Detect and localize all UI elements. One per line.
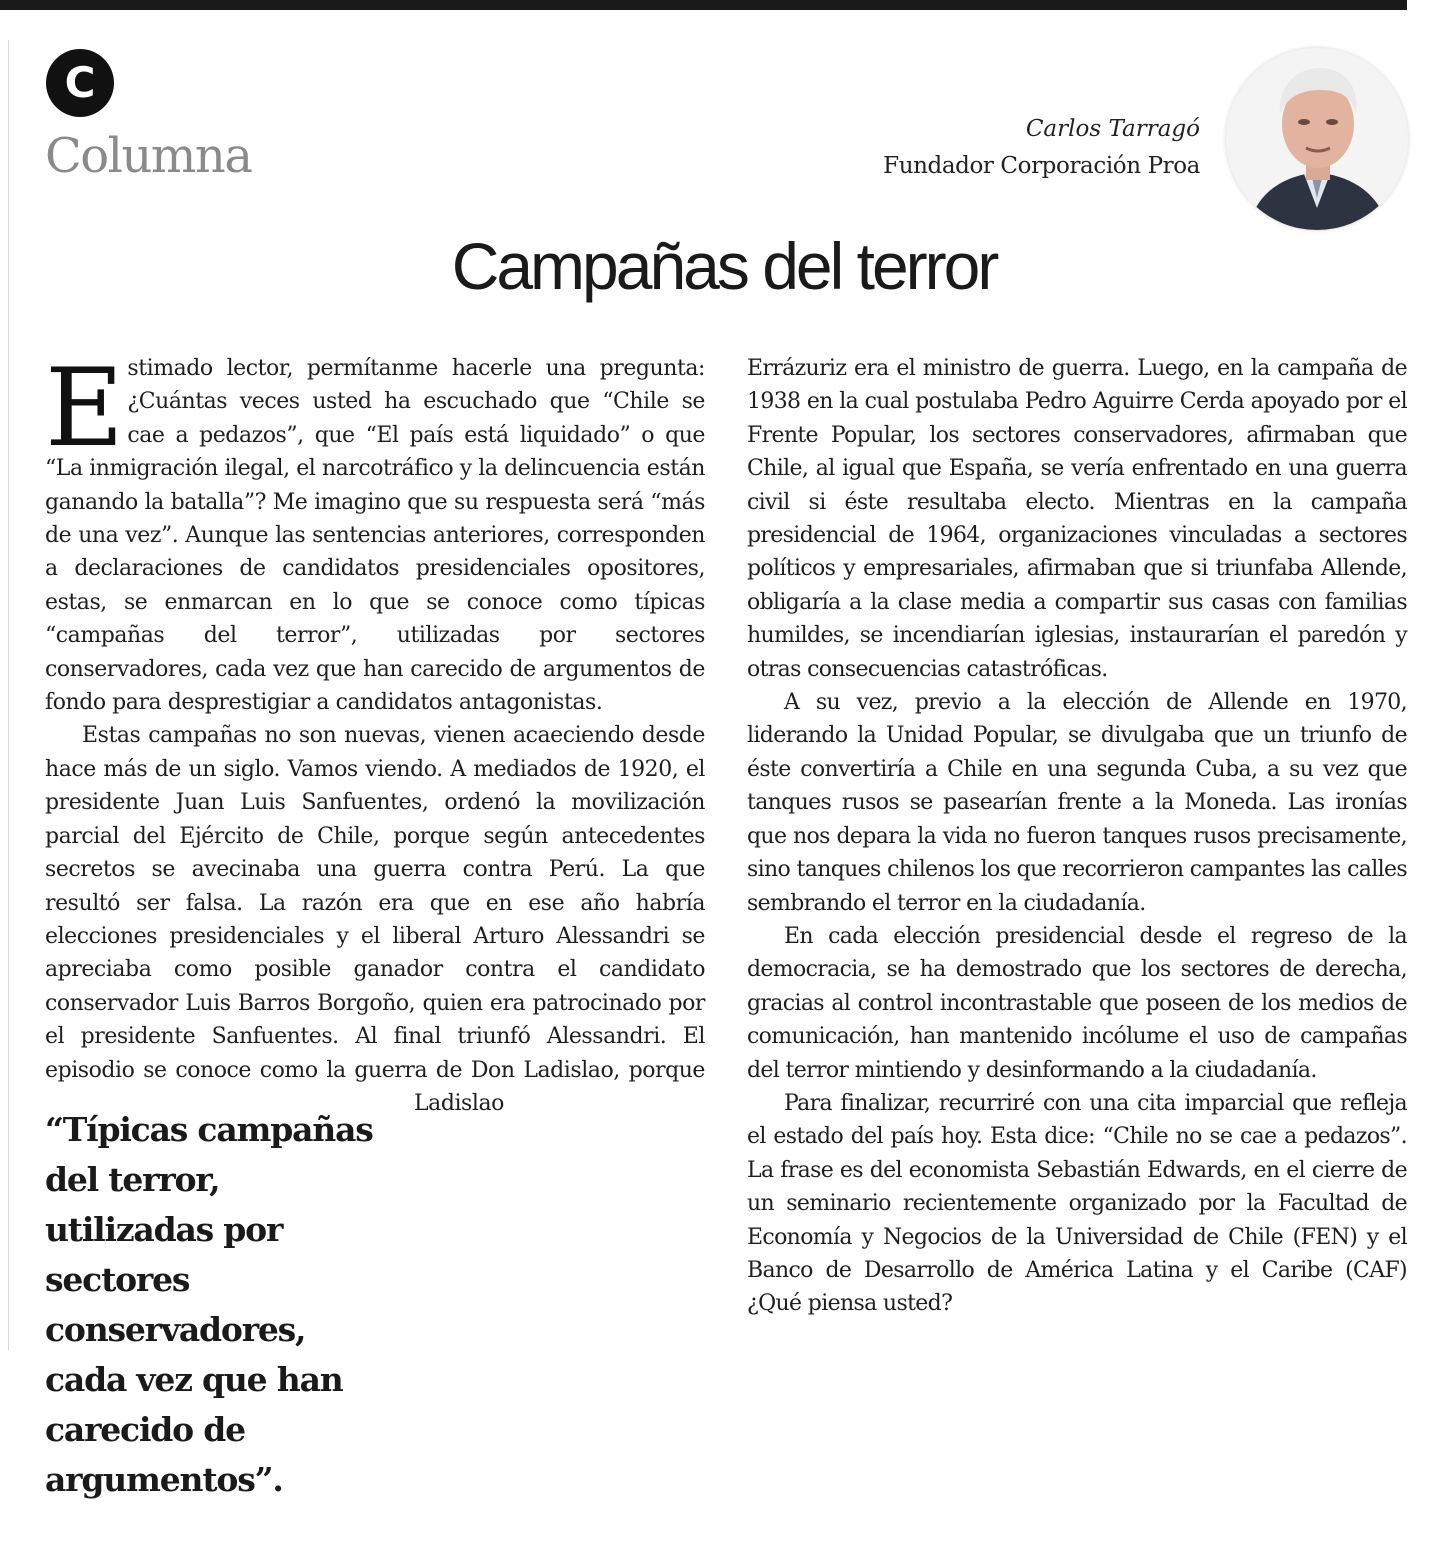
author-role: Fundador Corporación Proa [883,153,1200,179]
author-portrait-icon [1226,48,1408,230]
paragraph-1 [45,346,705,719]
paragraph-2-text: Estas campañas no son nuevas, vienen acaeciendo desde hace más de un siglo. Vamos viendo. A mediados de 1920, el presidente Juan Luis Sanfuentes, ordenó la movilización parcial del Ejército de Chile, porque según antecedentes secretos se avecinaba una guerra contra Perú. La que resultó ser falsa. La razón era que en ese año habría elecciones presidenciales y el liberal Arturo Alessandri se apreciaba como posible ganador contra el candidato conservador Luis Barros Borgoño, quien era patrocinado por el presidente Sanfuentes. Al final triunfó Alessandri. El episodio se conoce como la guerra de Don Ladislao, porque Ladislao [45,723,705,1116]
column-badge-icon: C [46,49,114,117]
pull-quote: “Típicas campañas del terror, utilizadas por sectores conservadores, cada vez que han carecido de argumentos”. [45,1110,373,1500]
paragraph-4: En cada elección presidencial desde el regreso de la democracia, se ha demostrado que los sectores de derecha, gracias al control incontrastable que poseen de los medios de comunicación, han mantenido incólume el uso de campañas del terror mintiendo y desinformando a la ciudadanía. [747,923,1407,1083]
body-column-left [45,346,705,1500]
drop-cap: E [45,346,124,471]
author-photo [1226,48,1408,230]
paragraph-3: A su vez, previo a la elección de Allende en 1970, liderando la Unidad Popular, se divulgaba que un triunfo de éste convertiría a Chile en una segunda Cuba, a su vez que tanques rusos se pasearían frente a la Moneda. Las ironías que nos depara la vida no fueron tanques rusos precisamente, sino tanques chilenos los que recorrieron campantes las calles sembrando el terror en la ciudadanía. [747,690,1407,916]
paragraph-2-continued: Errázuriz era el ministro de guerra. Luego, en la campaña de 1938 en la cual postulaba Pedro Aguirre Cerda apoyado por el Frente Popular, los sectores conservadores, afirmaban que Chile, al igual que España, se vería enfrentado en una guerra civil si éste resultaba electo. Mientras en la campaña presidencial de 1964, organizaciones vinculadas a sectores políticos y empresariales, afirmaban que si triunfaba Allende, obligaría a la clase media a compartir sus casas con familias humildes, se incendiarían iglesias, instaurarían el paredón y otras consecuencias catastróficas. [747,356,1407,682]
body-column-right [747,352,1407,1318]
paragraph-1-text: stimado lector, permítanme hacerle una pregunta: ¿Cuántas veces usted ha escuchado que “Chile se cae a pedazos”, que “El país está liquidado” o que “La inmigración ilegal, el narcotráfico y la delincuencia están ganando la batalla”? Me imagino que su respuesta será “más de una vez”. Aunque las sentencias anteriores, corresponden a declaraciones de candidatos presidenciales opositores, estas, se enmarcan en lo que se conoce como típicas “campañas del terror”, utilizadas por sectores conservadores, cada vez que han carecido de argumentos de fondo para desprestigiar a candidatos antagonistas. [45,356,705,716]
section-label: Columna [45,128,252,184]
author-name: Carlos Tarragó [1025,116,1200,142]
top-rule [0,0,1407,10]
paragraph-2 [45,719,705,1500]
headline: Campañas del terror [451,229,997,303]
paragraph-5: Para finalizar, recurriré con una cita imparcial que refleja el estado del país hoy. Esta dice: “Chile no se cae a pedazos”. La frase es del economista Sebastián Edwards, en el cierre de un seminario recientemente organizado por la Facultad de Economía y Negocios de la Universidad de Chile (FEN) y el Banco de Desarrollo de América Latina y el Caribe (CAF) ¿Qué piensa usted? [747,1090,1407,1317]
